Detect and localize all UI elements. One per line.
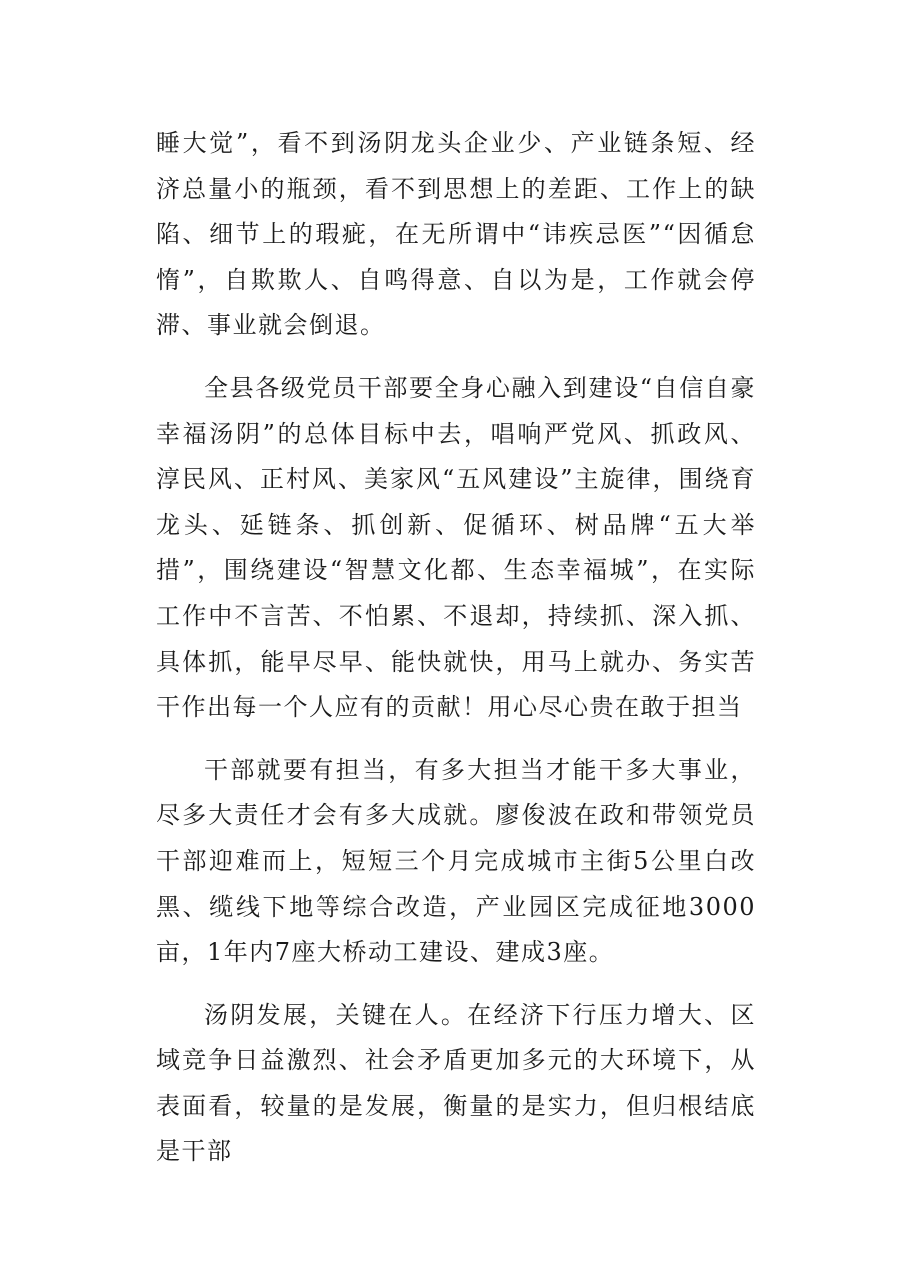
paragraph-2: 全县各级党员干部要全身心融入到建设“自信自豪幸福汤阴”的总体目标中去，唱响严党风、抓政风、淳民风、正村风、美家风“五风建设”主旋律，围绕育龙头、延链条、抓创新、促循环、树品牌“五大举措”，围绕建设“智慧文化都、生态幸福城”，在实际工作中不言苦、不怕累、不退却，持续抓、深入抓、具体抓，能早尽早、能快就快，用马上就办、务实苦干作出每一个人应有的贡献！用心尽心贵在敢于担当 bbox=[156, 373, 756, 722]
paragraph-4: 汤阴发展，关键在人。在经济下行压力增大、区域竞争日益激烈、社会矛盾更加多元的大环境下，从表面看，较量的是发展，衡量的是实力，但归根结底是干部 bbox=[156, 1000, 756, 1166]
paragraph-3: 干部就要有担当，有多大担当才能干多大事业，尽多大责任才会有多大成就。廖俊波在政和带领党员干部迎难而上，短短三个月完成城市主街5公里白改黑、缆线下地等综合改造，产业园区完成征地3000亩，1年内7座大桥动工建设、建成3座。 bbox=[156, 755, 756, 967]
paragraph-1: 睡大觉”，看不到汤阴龙头企业少、产业链条短、经济总量小的瓶颈，看不到思想上的差距、工作上的缺陷、细节上的瑕疵，在无所谓中“讳疾忌医”“因循怠惰”，自欺欺人、自鸣得意、自以为是，工作就会停滞、事业就会倒退。 bbox=[156, 129, 756, 340]
document-body bbox=[156, 121, 756, 1192]
